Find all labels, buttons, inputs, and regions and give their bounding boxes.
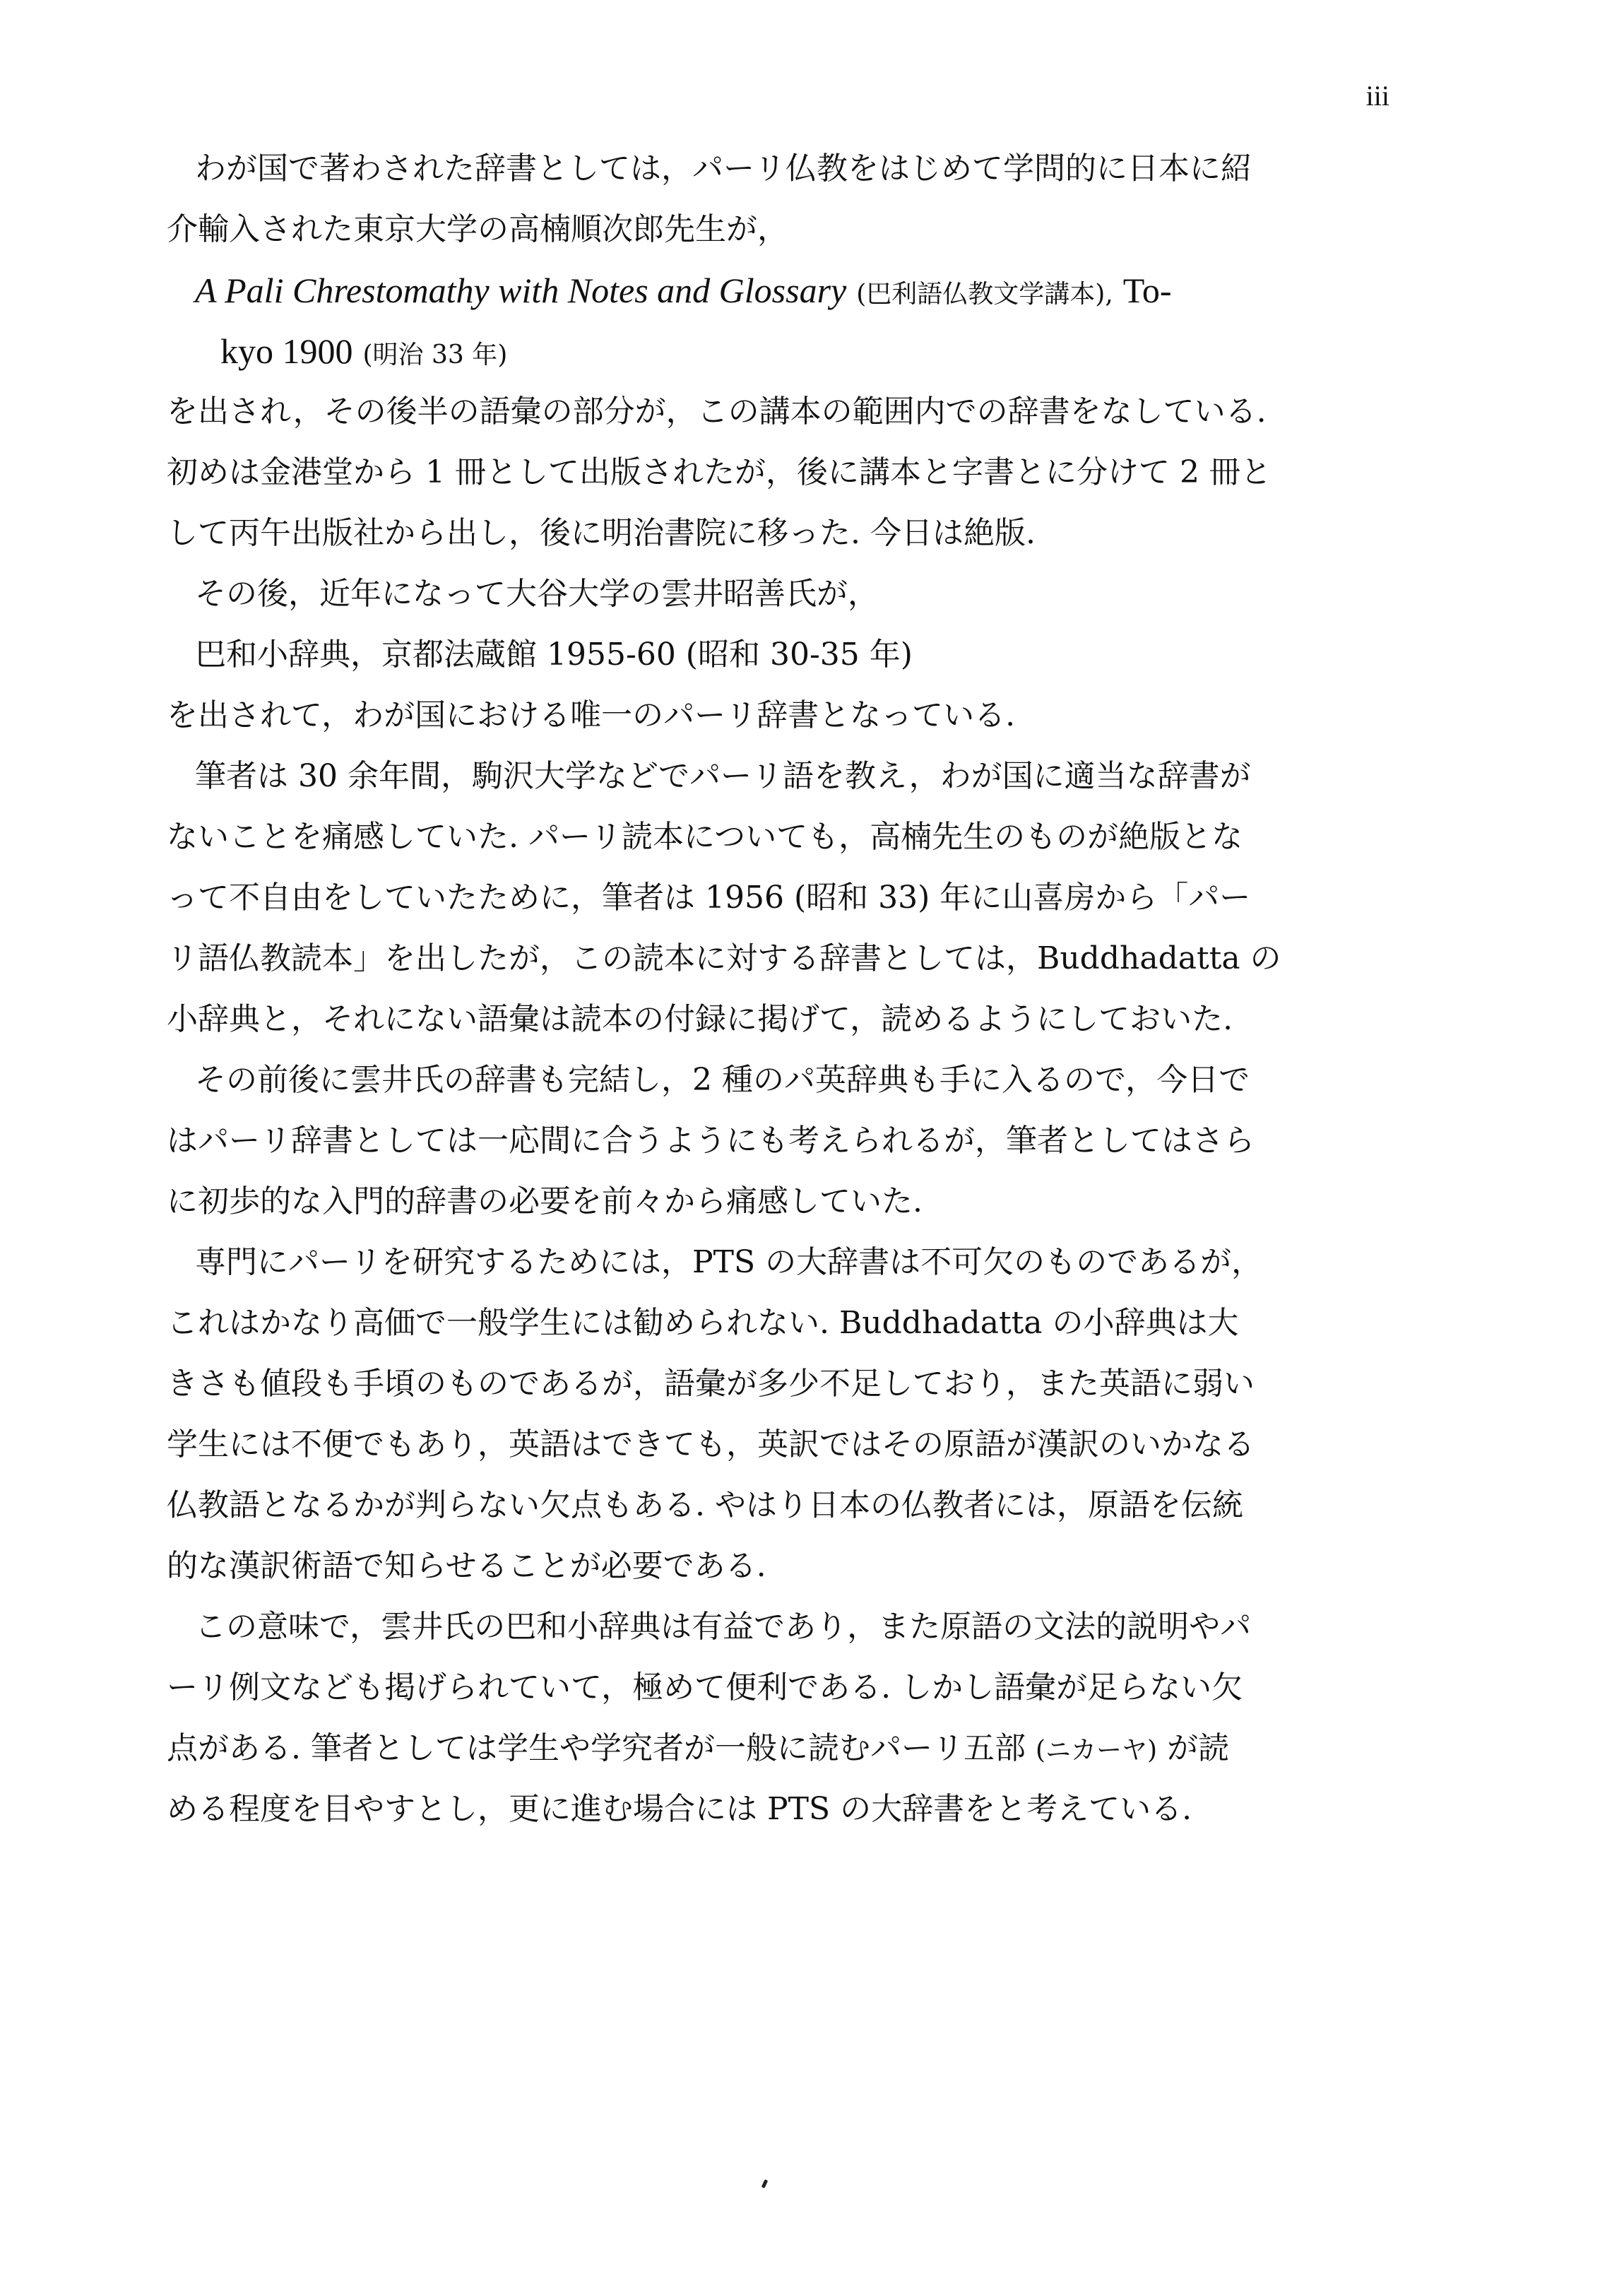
text-line: 専門にパーリを研究するためには，PTS の大辞書は不可欠のものであるが， (195, 1244, 1263, 1280)
text-line: これはかなり高価で一般学生には勧められない. Buddhadatta の小辞典は大 (167, 1305, 1239, 1341)
text-line (167, 1718, 1389, 1779)
body-text (167, 138, 1389, 1840)
citation-year-note: (明治 33 年) (362, 341, 508, 369)
text-line: ーリ例文なども掲げられていて，極めて便利である. しかし語彙が足らない欠 (167, 1669, 1243, 1705)
nikaya-note: (ニカーヤ) (1035, 1736, 1158, 1765)
text-line: を出されて，わが国における唯一のパーリ辞書となっている. (167, 697, 1016, 733)
text-line: 的な漢訳術語で知らせることが必要である. (167, 1548, 766, 1584)
text-line: して丙午出版社から出し，後に明治書院に移った. 今日は絶版. (167, 515, 1036, 551)
text-line: める程度を目やすとし，更に進む場合には PTS の大辞書をと考えている. (167, 1791, 1192, 1827)
citation-title: A Pali Chrestomathy with Notes and Glossary (195, 271, 847, 310)
text-line: 小辞典と，それにない語彙は読本の付録に掲げて，読めるようにしておいた. (167, 1001, 1233, 1037)
citation-place-part1: To- (1122, 271, 1172, 310)
text-segment: が読 (1167, 1730, 1230, 1766)
citation-line (167, 321, 1389, 382)
page-number: iii (1365, 80, 1389, 112)
text-line: その前後に雲井氏の辞書も完結し，2 種のパ英辞典も手に入るので，今日で (195, 1062, 1250, 1098)
citation-line (167, 260, 1389, 321)
text-line: 初めは金港堂から 1 冊として出版されたが，後に講本と字書とに分けて 2 冊と (167, 454, 1272, 490)
text-line: 仏教語となるかが判らない欠点もある. やはり日本の仏教者には，原語を伝統 (167, 1487, 1243, 1523)
text-line: 筆者は 30 余年間，駒沢大学などでパーリ語を教え，わが国に適当な辞書が (195, 758, 1251, 794)
text-line: その後，近年になって大谷大学の雲井昭善氏が， (195, 576, 879, 612)
text-line: 学生には不便でもあり，英語はできても，英訳ではその原語が漢訳のいかなる (167, 1426, 1255, 1462)
text-line: この意味で，雲井氏の巴和小辞典は有益であり，また原語の文法的説明やパ (195, 1609, 1252, 1645)
text-line: リ語仏教読本」を出したが，この読本に対する辞書としては，Buddhadatta の (167, 940, 1281, 976)
citation-place-part2: kyo 1900 (220, 331, 353, 371)
text-line: きさも値段も手頃のものであるが，語彙が多少不足しており，また英語に弱い (167, 1366, 1255, 1402)
text-line: 巴和小辞典，京都法蔵館 1955-60 (昭和 30-35 年) (195, 637, 913, 673)
print-speck (761, 2180, 769, 2189)
text-line: はパーリ辞書としては一応間に合うようにも考えられるが，筆者としてはさら (167, 1123, 1255, 1159)
text-segment: 点がある. 筆者としては学生や学究者が一般に読むパーリ五部 (167, 1730, 1026, 1766)
text-line: ないことを痛感していた. パーリ読本についても，高楠先生のものが絶版とな (167, 819, 1243, 855)
text-line: って不自由をしていたために，筆者は 1956 (昭和 33) 年に山喜房から「パー (167, 880, 1251, 916)
text-line: に初歩的な入門的辞書の必要を前々から痛感していた. (167, 1183, 923, 1219)
citation-japanese-title: (巴利語仏教文学講本), (856, 280, 1113, 309)
text-line: を出され，その後半の語彙の部分が，この講本の範囲内での辞書をなしている. (167, 394, 1267, 430)
text-line: わが国で著わされた辞書としては，パーリ仏教をはじめて学問的に日本に紹 (195, 150, 1252, 187)
text-line: 介輸入された東京大学の高楠順次郎先生が， (167, 211, 788, 247)
